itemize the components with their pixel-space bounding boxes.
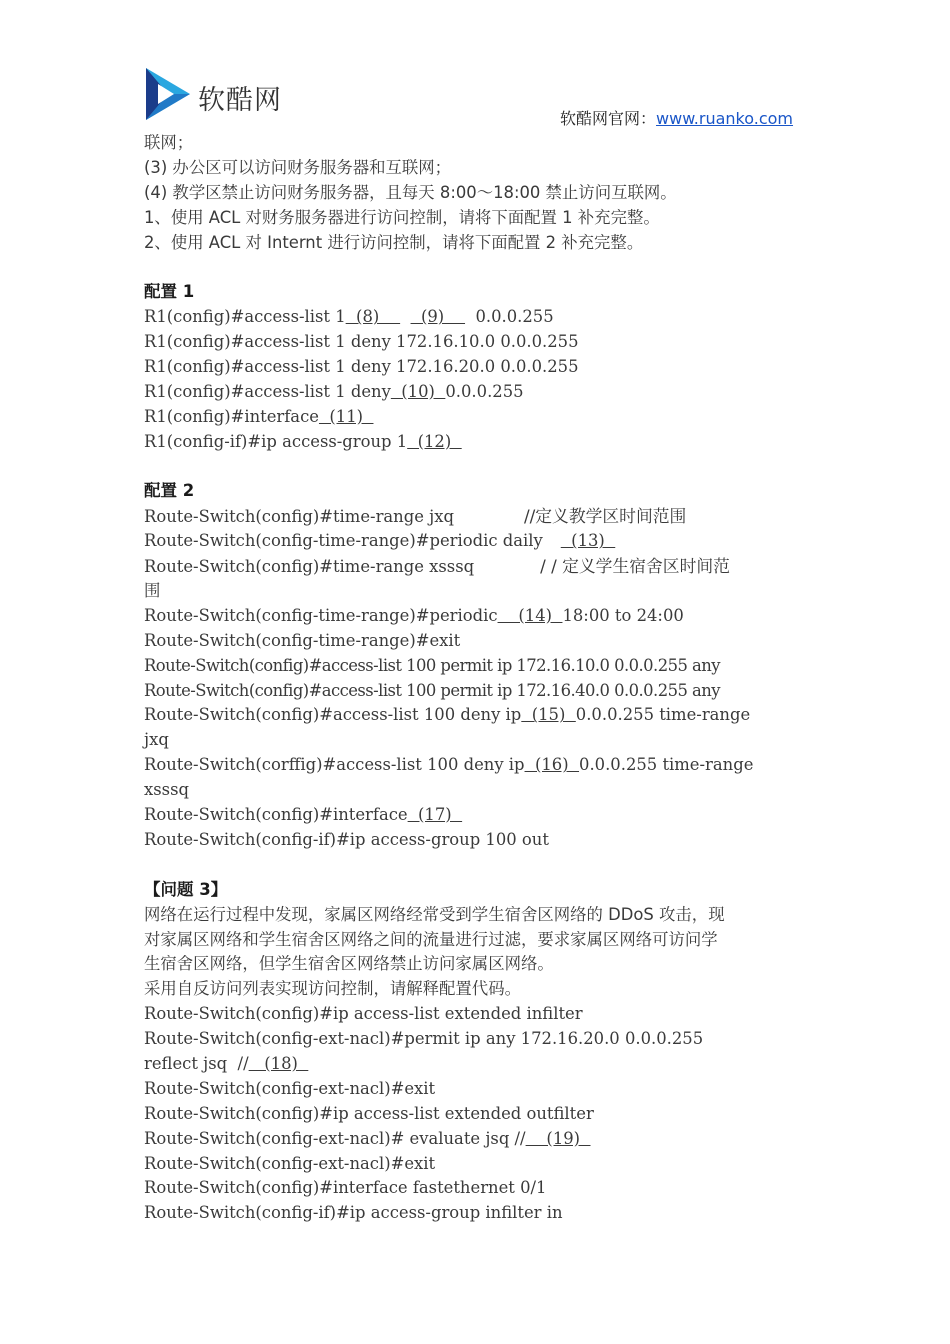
site-link-line — [560, 106, 793, 129]
question3-code: Route-Switch(config-ext-nacl)#exit — [144, 1153, 436, 1173]
document-body — [144, 131, 814, 1226]
question3-heading: 【问题 3】 — [144, 879, 228, 899]
answer-blank-14: (14) — [497, 605, 563, 625]
config2-line: Route-Switch(config)#time-range jxq //定义教学区时间范围 — [144, 506, 687, 527]
config2-line: Route-Switch(config)#access-list 100 permit ip 172.16.40.0 0.0.0.255 any — [144, 680, 720, 700]
intro-line: (4) 教学区禁止访问财务服务器，且每天 8:00～18:00 禁止访问互联网。 — [144, 182, 677, 202]
spacer — [144, 853, 814, 878]
config1-line: R1(config)#access-list 1 (8) (9) 0.0.0.255 — [144, 305, 814, 330]
question3-code: Route-Switch(config-ext-nacl)#exit — [144, 1078, 436, 1098]
config1-line: R1(config)#access-list 1 deny (10) 0.0.0.255 — [144, 380, 814, 405]
config2-line-wrap: 围 — [144, 581, 161, 601]
config2-line: Route-Switch(config-time-range)#periodic daily (13) — [144, 529, 814, 554]
answer-blank-10: (10) — [390, 381, 446, 401]
intro-line: 联网； — [144, 133, 194, 152]
answer-blank-19: (19) — [525, 1128, 591, 1148]
question3-code: Route-Switch(config-ext-nacl)# evaluate jsq // (19) — [144, 1127, 814, 1152]
question3-code: reflect jsq // (18) — [144, 1052, 814, 1077]
answer-blank-15: (15) — [521, 705, 576, 725]
intro-line: 1、使用 ACL 对财务服务器进行访问控制，请将下面配置 1 补充完整。 — [144, 207, 660, 227]
config1-line: R1(config)#access-list 1 deny 172.16.20.0 0.0.0.255 — [144, 357, 579, 377]
question3-code: Route-Switch(config)#interface fastethernet 0/1 — [144, 1178, 547, 1198]
question3-paragraph: 对家属区网络和学生宿舍区网络之间的流量进行过滤，要求家属区网络可访问学 — [144, 929, 718, 949]
page-header — [0, 0, 950, 135]
answer-blank-12: (12) — [407, 431, 462, 451]
question3-code: Route-Switch(config)#ip access-list extended infilter — [144, 1004, 583, 1024]
answer-blank-18: (18) — [248, 1053, 309, 1073]
config2-line: Route-Switch(config)#time-range xsssq / / 定义学生宿舍区时间范 — [144, 556, 730, 577]
config2-line: Route-Switch(config)#access-list 100 deny ip (15) 0.0.0.255 time-range — [144, 703, 814, 728]
answer-blank-8: (8) — [345, 307, 401, 327]
config2-line: Route-Switch(config-time-range)#periodic (14) 18:00 to 24:00 — [144, 604, 814, 629]
config1-line: R1(config)#access-list 1 deny 172.16.10.0 0.0.0.255 — [144, 332, 579, 352]
answer-blank-13: (13) — [560, 531, 616, 551]
config2-line: Route-Switch(config-time-range)#exit — [144, 630, 461, 650]
site-url-link[interactable]: www.ruanko.com — [656, 109, 794, 128]
question3-code: Route-Switch(config-if)#ip access-group infilter in — [144, 1203, 563, 1223]
config1-line: R1(config)#interface (11) — [144, 405, 814, 430]
question3-paragraph: 生宿舍区网络，但学生宿舍区网络禁止访问家属区网络。 — [144, 954, 554, 974]
config1-heading: 配置 1 — [144, 282, 195, 302]
config2-heading: 配置 2 — [144, 481, 195, 501]
code-comment: / / 定义学生宿舍区时间范 — [540, 556, 730, 577]
config2-line: Route-Switch(config)#interface (17) — [144, 803, 814, 828]
spacer — [144, 255, 814, 280]
config2-line-wrap: jxq — [144, 730, 169, 750]
intro-line: 2、使用 ACL 对 Internt 进行访问控制，请将下面配置 2 补充完整。 — [144, 232, 644, 252]
play-logo-icon — [142, 66, 192, 122]
question3-paragraph: 网络在运行过程中发现，家属区网络经常受到学生宿舍区网络的 DDoS 攻击，现 — [144, 904, 725, 924]
config2-line: Route-Switch(config-if)#ip access-group 100 out — [144, 829, 549, 849]
config1-line: R1(config-if)#ip access-group 1 (12) — [144, 430, 814, 455]
question3-paragraph: 采用自反访问列表实现访问控制，请解释配置代码。 — [144, 979, 521, 999]
config2-line: Route-Switch(config)#access-list 100 permit ip 172.16.10.0 0.0.0.255 any — [144, 655, 720, 675]
intro-line: (3) 办公区可以访问财务服务器和互联网； — [144, 157, 452, 177]
answer-blank-17: (17) — [407, 805, 463, 825]
site-prefix: 软酷网官网： — [560, 109, 657, 128]
question3-code: Route-Switch(config-ext-nacl)#permit ip any 172.16.20.0 0.0.0.255 — [144, 1029, 704, 1049]
config2-line: Route-Switch(corffig)#access-list 100 deny ip (16) 0.0.0.255 time-range — [144, 753, 814, 778]
brand-name: 软酷网 — [198, 85, 282, 116]
code-comment: //定义教学区时间范围 — [523, 506, 687, 527]
answer-blank-11: (11) — [318, 406, 374, 426]
answer-blank-16: (16) — [524, 755, 580, 775]
config2-line-wrap: xsssq — [144, 780, 189, 800]
question3-code: Route-Switch(config)#ip access-list extended outfilter — [144, 1103, 594, 1123]
spacer — [144, 455, 814, 480]
answer-blank-9: (9) — [410, 307, 466, 327]
